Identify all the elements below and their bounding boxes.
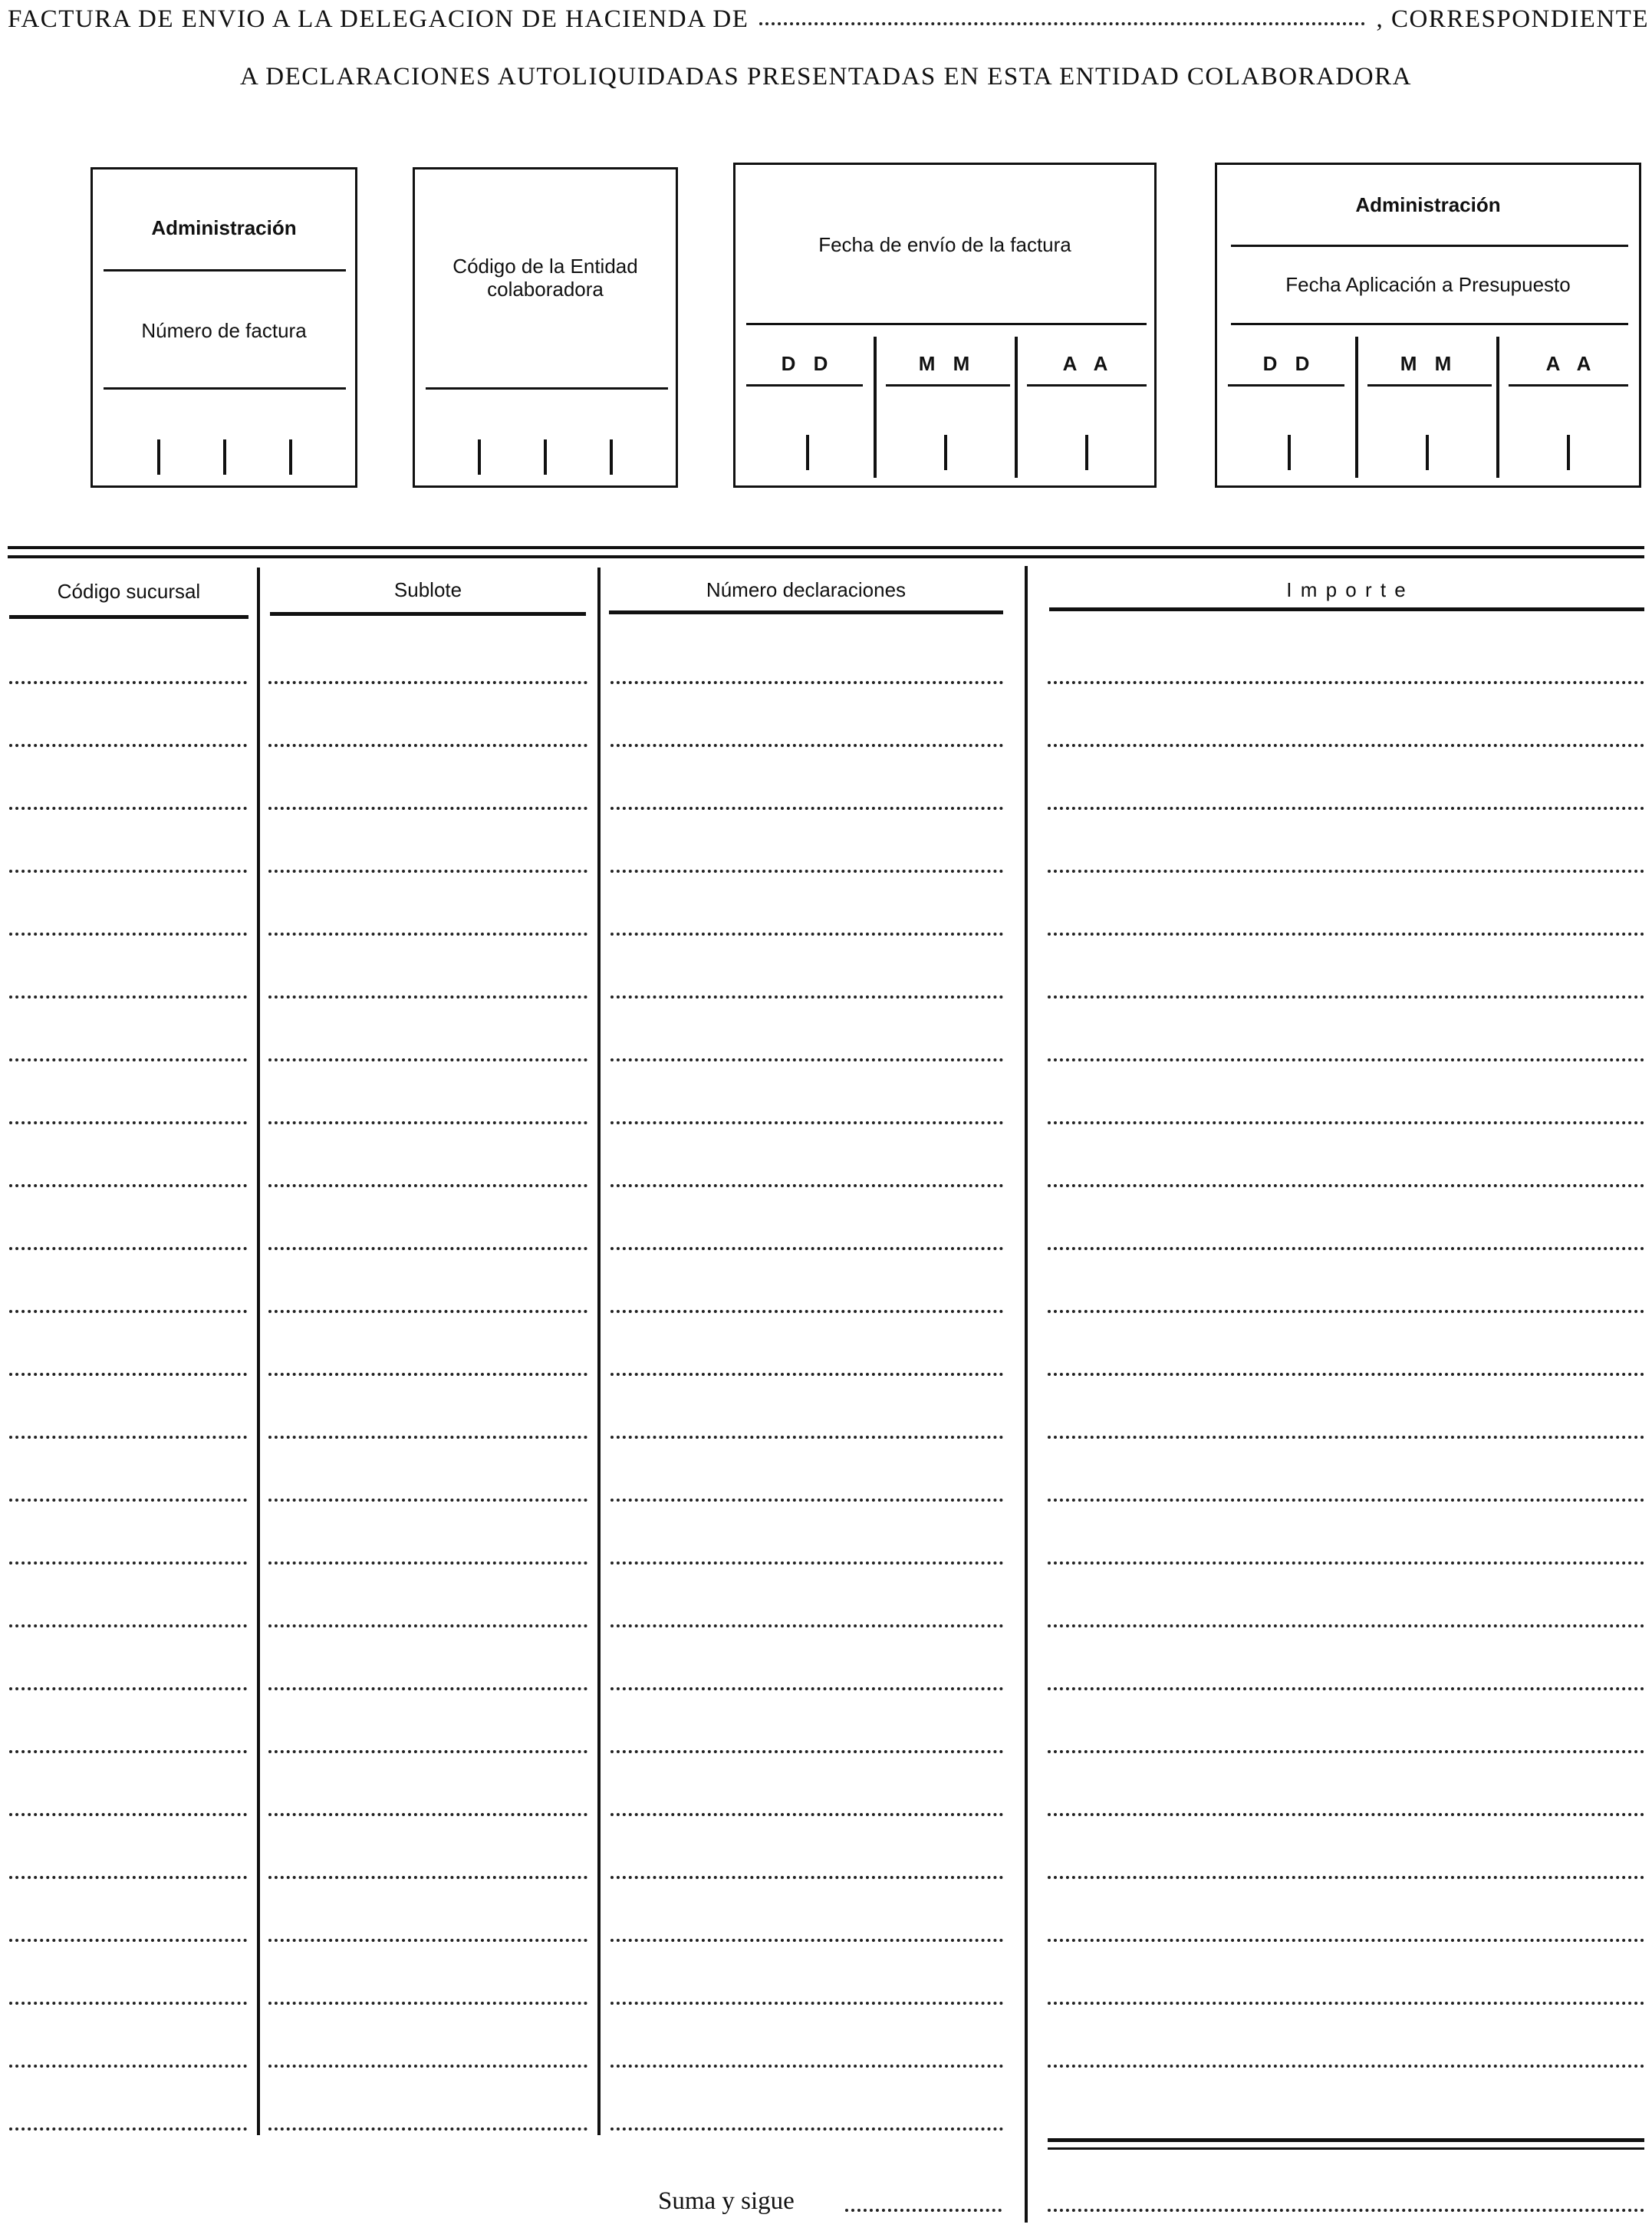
fill-line-numero-declaraciones[interactable] [610, 1184, 1003, 1187]
fill-line-codigo-sucursal[interactable] [9, 2127, 247, 2131]
fill-line-codigo-sucursal[interactable] [9, 870, 247, 873]
fill-line-codigo-sucursal[interactable] [9, 1184, 247, 1187]
box3-title: Fecha de envío de la factura [818, 233, 1071, 256]
fill-line-importe[interactable] [1048, 1750, 1644, 1753]
fill-line-sublote[interactable] [268, 995, 587, 999]
fill-line-importe[interactable] [1048, 1813, 1644, 1816]
fill-line-codigo-sucursal[interactable] [9, 1499, 247, 1502]
fill-line-codigo-sucursal[interactable] [9, 1813, 247, 1816]
fill-line-sublote[interactable] [268, 933, 587, 936]
fill-line-numero-declaraciones[interactable] [610, 1247, 1003, 1250]
box3-month-underline [886, 384, 1010, 387]
fill-line-sublote[interactable] [268, 1436, 587, 1439]
col-header-sublote: Sublote [393, 578, 462, 601]
box4-separator [1496, 337, 1499, 478]
fill-line-importe[interactable] [1048, 2002, 1644, 2005]
fill-line-numero-declaraciones[interactable] [610, 1624, 1003, 1627]
box1-divider-2 [104, 387, 346, 390]
fill-line-codigo-sucursal[interactable] [9, 1624, 247, 1627]
box4-month-tick [1426, 435, 1429, 470]
fill-line-sublote[interactable] [268, 1939, 587, 1942]
fill-line-importe[interactable] [1048, 744, 1644, 747]
fill-line-numero-declaraciones[interactable] [610, 933, 1003, 936]
box3-day-underline [746, 384, 863, 387]
fill-line-sublote[interactable] [268, 2127, 587, 2131]
box3-day-label: D D [781, 352, 834, 375]
box3-year-underline [1027, 384, 1147, 387]
fill-line-codigo-sucursal[interactable] [9, 1373, 247, 1376]
box4-subtitle: Fecha Aplicación a Presupuesto [1285, 273, 1571, 296]
fill-line-importe[interactable] [1048, 1561, 1644, 1565]
fill-line-sublote[interactable] [268, 1373, 587, 1376]
fill-line-importe[interactable] [1048, 681, 1644, 684]
total-rule [1048, 2138, 1644, 2142]
fill-line-codigo-sucursal[interactable] [9, 1939, 247, 1942]
fill-line-importe[interactable] [1048, 1687, 1644, 1690]
fill-line-sublote[interactable] [268, 1750, 587, 1753]
fill-line-sublote[interactable] [268, 1247, 587, 1250]
box3-divider [746, 323, 1147, 325]
box4-day-tick [1288, 435, 1291, 470]
fill-line-importe[interactable] [1048, 1058, 1644, 1061]
fill-line-sublote[interactable] [268, 1876, 587, 1879]
fill-line-importe[interactable] [1048, 1310, 1644, 1313]
fill-line-numero-declaraciones[interactable] [610, 744, 1003, 747]
box1-digit-tick [223, 439, 226, 475]
fill-line-numero-declaraciones[interactable] [610, 1121, 1003, 1124]
fill-line-sublote[interactable] [268, 744, 587, 747]
box-fecha-aplicacion [1215, 163, 1641, 488]
fill-line-numero-declaraciones[interactable] [610, 995, 1003, 999]
box4-month-underline [1367, 384, 1492, 387]
fill-line-codigo-sucursal[interactable] [9, 1121, 247, 1124]
suma-y-sigue-label: Suma y sigue [658, 2187, 795, 2215]
form-title-line2: A DECLARACIONES AUTOLIQUIDADAS PRESENTADAS EN ESTA ENTIDAD COLABORADORA [240, 63, 1412, 90]
delegacion-fill-line[interactable] [759, 22, 1365, 25]
box2-digit-tick [544, 439, 547, 475]
col-header-codigo-sucursal: Código sucursal [57, 580, 201, 603]
box3-separator [1015, 337, 1018, 478]
fill-line-sublote[interactable] [268, 1561, 587, 1565]
fill-line-sublote[interactable] [268, 1058, 587, 1061]
fill-line-sublote[interactable] [268, 1687, 587, 1690]
fill-line-importe[interactable] [1048, 1373, 1644, 1376]
fill-line-importe[interactable] [1048, 807, 1644, 810]
box4-year-tick [1567, 435, 1570, 470]
fill-line-codigo-sucursal[interactable] [9, 2065, 247, 2068]
fill-line-codigo-sucursal[interactable] [9, 1687, 247, 1690]
fill-line-sublote[interactable] [268, 1184, 587, 1187]
fill-line-numero-declaraciones[interactable] [610, 1499, 1003, 1502]
fill-line-importe[interactable] [1048, 1876, 1644, 1879]
fill-line-sublote[interactable] [268, 681, 587, 684]
box4-title: Administración [1355, 193, 1501, 216]
fill-line-sublote[interactable] [268, 1310, 587, 1313]
fill-line-sublote[interactable] [268, 1813, 587, 1816]
fill-line-codigo-sucursal[interactable] [9, 1058, 247, 1061]
column-separator [257, 568, 260, 2135]
fill-line-importe[interactable] [1048, 870, 1644, 873]
box1-digit-tick [289, 439, 292, 475]
box2-digit-tick [610, 439, 613, 475]
fill-line-numero-declaraciones[interactable] [610, 1373, 1003, 1376]
box4-divider-2 [1231, 323, 1628, 325]
box4-divider [1231, 245, 1628, 247]
form-title-line1 [8, 0, 1649, 38]
fill-line-sublote[interactable] [268, 1121, 587, 1124]
fill-line-sublote[interactable] [268, 2065, 587, 2068]
box3-year-label: A A [1062, 352, 1114, 375]
fill-line-importe[interactable] [1048, 995, 1644, 999]
box2-line2: colaboradora [487, 278, 604, 301]
fill-line-importe[interactable] [1048, 2065, 1644, 2068]
column-separator [597, 568, 601, 2135]
fill-line-sublote[interactable] [268, 807, 587, 810]
fill-line-numero-declaraciones[interactable] [610, 1750, 1003, 1753]
fill-line-codigo-sucursal[interactable] [9, 2002, 247, 2005]
fill-line-importe[interactable] [1048, 1121, 1644, 1124]
fill-line-codigo-sucursal[interactable] [9, 995, 247, 999]
fill-line-codigo-sucursal[interactable] [9, 1310, 247, 1313]
fill-line-numero-declaraciones[interactable] [610, 1687, 1003, 1690]
col-underline [9, 615, 248, 619]
fill-line-numero-declaraciones[interactable] [610, 2065, 1003, 2068]
fill-line-codigo-sucursal[interactable] [9, 1876, 247, 1879]
box-fecha-envio [733, 163, 1157, 488]
box3-month-tick [944, 435, 947, 470]
fill-line-numero-declaraciones[interactable] [610, 1310, 1003, 1313]
fill-line-sublote[interactable] [268, 2002, 587, 2005]
fill-line-codigo-sucursal[interactable] [9, 681, 247, 684]
fill-line-importe[interactable] [1048, 1499, 1644, 1502]
col-underline [270, 612, 586, 616]
fill-line-importe[interactable] [1048, 1184, 1644, 1187]
col-underline [609, 610, 1003, 614]
box2-digit-tick [478, 439, 481, 475]
fill-line-codigo-sucursal[interactable] [9, 1561, 247, 1565]
title-left: FACTURA DE ENVIO A LA DELEGACION DE HACIENDA DE [8, 5, 749, 33]
box4-month-label: M M [1400, 352, 1458, 375]
box3-year-tick [1085, 435, 1088, 470]
box2-line1: Código de la Entidad [452, 255, 638, 278]
box3-separator [874, 337, 877, 478]
fill-line-numero-declaraciones[interactable] [610, 1561, 1003, 1565]
box4-separator [1355, 337, 1358, 478]
box1-digit-tick [157, 439, 160, 475]
box1-divider [104, 269, 346, 271]
fill-line-importe[interactable] [1048, 1247, 1644, 1250]
total-rule-2 [1048, 2147, 1644, 2150]
fill-line-numero-declaraciones[interactable] [610, 807, 1003, 810]
fill-line-numero-declaraciones[interactable] [610, 681, 1003, 684]
box4-day-underline [1228, 384, 1344, 387]
box4-day-label: D D [1262, 352, 1316, 375]
box1-title: Administración [151, 216, 297, 239]
box2-divider [426, 387, 668, 390]
box-codigo-entidad [413, 167, 678, 488]
column-separator [1025, 566, 1028, 2223]
fill-line-sublote[interactable] [268, 1499, 587, 1502]
fill-line-importe[interactable] [1048, 1939, 1644, 1942]
fill-line-numero-declaraciones[interactable] [610, 1876, 1003, 1879]
table-top-rule [8, 546, 1644, 549]
fill-line-codigo-sucursal[interactable] [9, 1247, 247, 1250]
suma-y-sigue-fill[interactable] [845, 2209, 1002, 2212]
fill-line-numero-declaraciones[interactable] [610, 1436, 1003, 1439]
box-numero-factura [90, 167, 357, 488]
suma-y-sigue-importe-fill[interactable] [1048, 2209, 1644, 2212]
fill-line-sublote[interactable] [268, 870, 587, 873]
fill-line-codigo-sucursal[interactable] [9, 1436, 247, 1439]
box1-subtitle: Número de factura [141, 319, 307, 342]
box3-day-tick [806, 435, 809, 470]
fill-line-codigo-sucursal[interactable] [9, 1750, 247, 1753]
table-top-rule-2 [8, 555, 1644, 558]
col-header-importe: I m p o r t e [1286, 578, 1407, 601]
fill-line-numero-declaraciones[interactable] [610, 1939, 1003, 1942]
box4-year-label: A A [1545, 352, 1598, 375]
title-right: , CORRESPONDIENTE [1376, 5, 1649, 33]
fill-line-numero-declaraciones[interactable] [610, 2127, 1003, 2131]
fill-line-importe[interactable] [1048, 1436, 1644, 1439]
fill-line-numero-declaraciones[interactable] [610, 1058, 1003, 1061]
fill-line-importe[interactable] [1048, 1624, 1644, 1627]
fill-line-numero-declaraciones[interactable] [610, 1813, 1003, 1816]
fill-line-codigo-sucursal[interactable] [9, 933, 247, 936]
fill-line-numero-declaraciones[interactable] [610, 870, 1003, 873]
fill-line-importe[interactable] [1048, 933, 1644, 936]
fill-line-codigo-sucursal[interactable] [9, 807, 247, 810]
fill-line-numero-declaraciones[interactable] [610, 2002, 1003, 2005]
fill-line-sublote[interactable] [268, 1624, 587, 1627]
col-underline [1049, 607, 1644, 611]
fill-line-codigo-sucursal[interactable] [9, 744, 247, 747]
box4-year-underline [1509, 384, 1628, 387]
box3-month-label: M M [918, 352, 976, 375]
col-header-numero-declaraciones: Número declaraciones [706, 578, 907, 601]
